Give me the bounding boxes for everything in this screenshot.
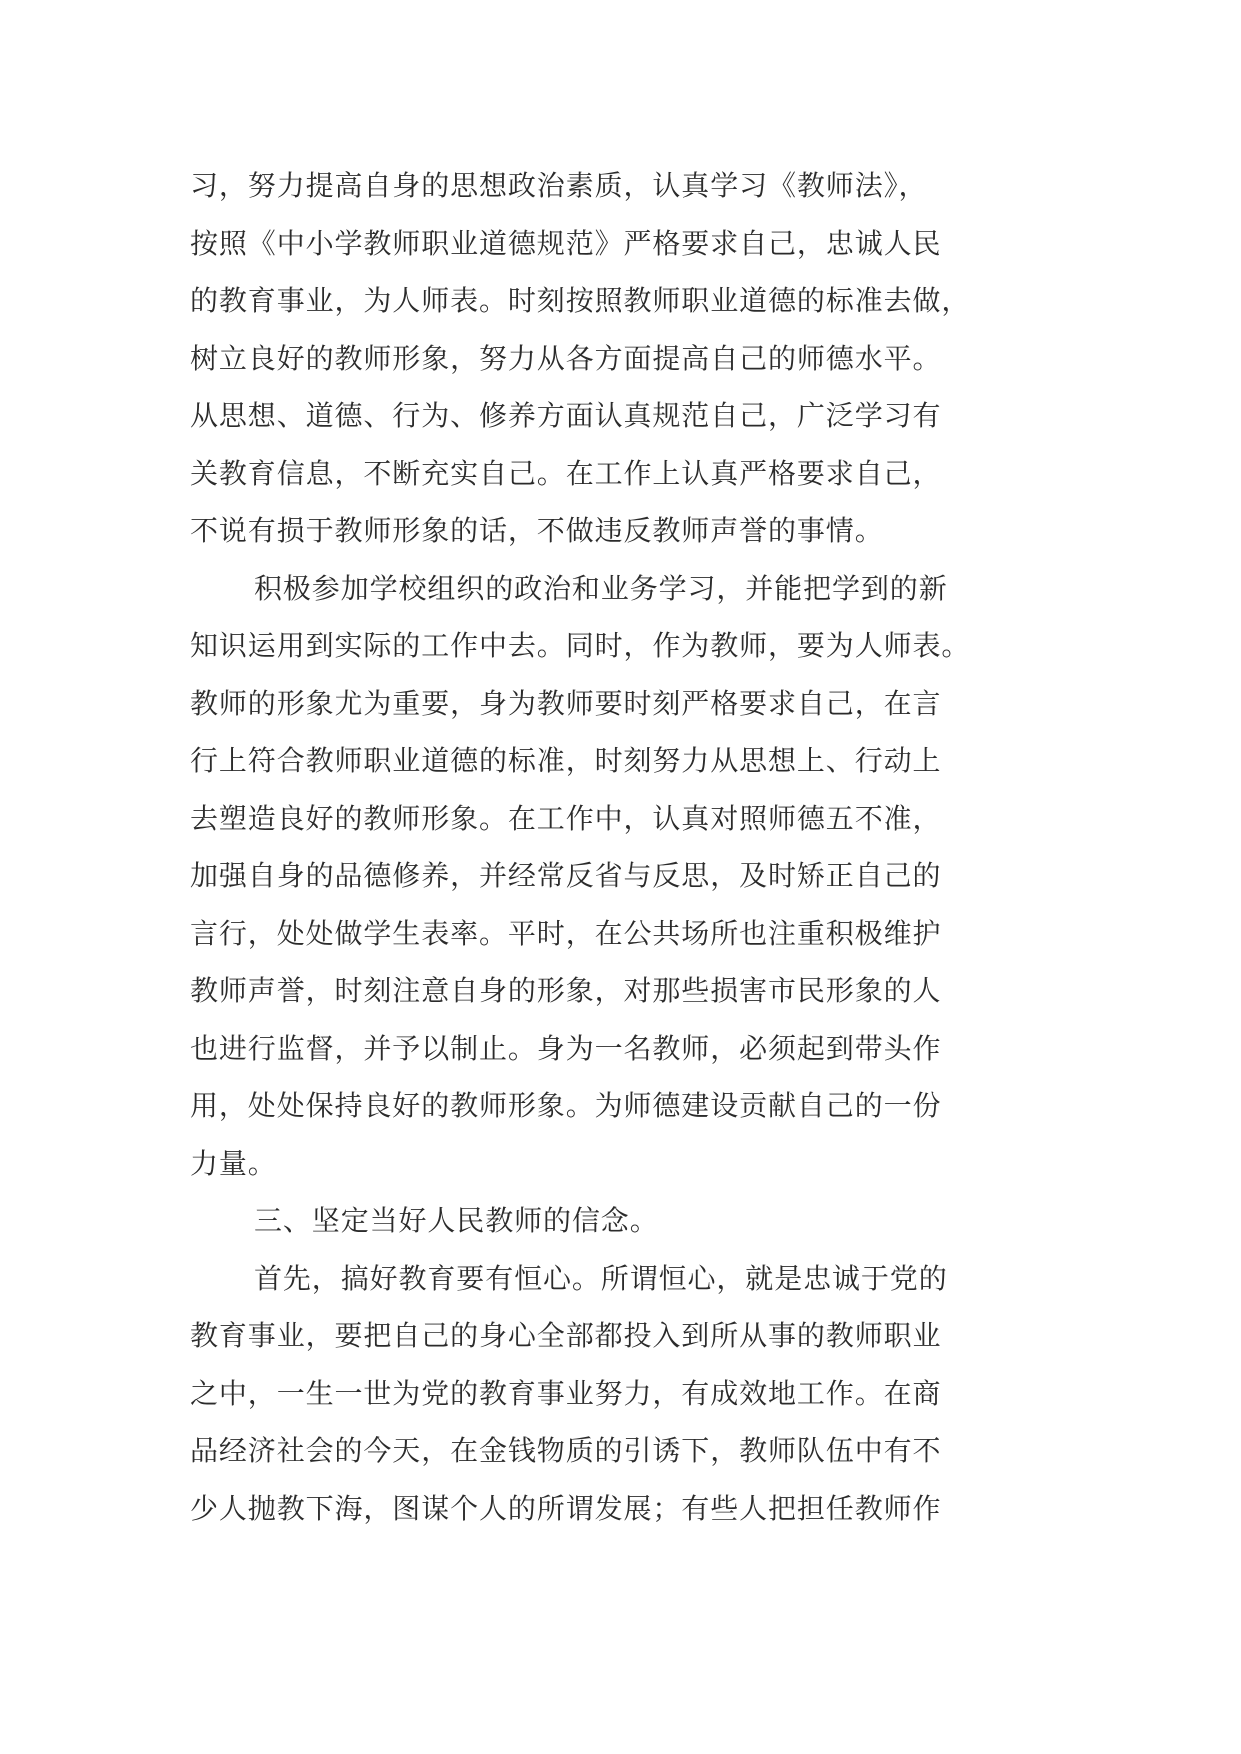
text-line: 习，努力提高自身的思想政治素质，认真学习《教师法》， — [190, 169, 928, 202]
text-line: 关教育信息，不断充实自己。在工作上认真严格要求自己， — [190, 456, 942, 490]
text-line: 三、坚定当好人民教师的信念。 — [254, 1204, 659, 1237]
text-line: 言行，处处做学生表率。平时，在公共场所也注重积极维护 — [190, 916, 942, 950]
text-line: 行上符合教师职业道德的标准，时刻努力从思想上、行动上 — [190, 744, 942, 777]
text-line: 力量。 — [190, 1146, 277, 1180]
body-text — [190, 157, 1060, 1537]
text-line: 教育事业，要把自己的身心全部都投入到所从事的教师职业 — [190, 1319, 942, 1352]
text-line: 教师的形象尤为重要，身为教师要时刻严格要求自己，在言 — [190, 686, 942, 720]
text-line: 从思想、道德、行为、修养方面认真规范自己，广泛学习有 — [190, 399, 942, 432]
text-line: 知识运用到实际的工作中去。同时，作为教师，要为人师表。 — [190, 629, 971, 662]
text-line: 去塑造良好的教师形象。在工作中，认真对照师德五不准， — [190, 801, 942, 835]
text-line: 加强自身的品德修养，并经常反省与反思，及时矫正自己的 — [190, 859, 942, 892]
text-line: 之中，一生一世为党的教育事业努力，有成效地工作。在商 — [190, 1376, 942, 1410]
text-line: 按照《中小学教师职业道德规范》严格要求自己，忠诚人民 — [190, 226, 942, 260]
text-line: 的教育事业，为人师表。时刻按照教师职业道德的标准去做， — [190, 284, 971, 317]
text-line: 不说有损于教师形象的话，不做违反教师声誉的事情。 — [190, 514, 884, 547]
text-line: 少人抛教下海，图谋个人的所谓发展；有些人把担任教师作 — [190, 1491, 942, 1525]
text-line: 品经济社会的今天，在金钱物质的引诱下，教师队伍中有不 — [190, 1434, 942, 1467]
text-line: 首先，搞好教育要有恒心。所谓恒心，就是忠诚于党的 — [254, 1261, 948, 1295]
text-line: 树立良好的教师形象，努力从各方面提高自己的师德水平。 — [190, 341, 942, 375]
text-line: 也进行监督，并予以制止。身为一名教师，必须起到带头作 — [190, 1031, 942, 1065]
text-line: 积极参加学校组织的政治和业务学习，并能把学到的新 — [254, 571, 948, 605]
text-line: 用，处处保持良好的教师形象。为师德建设贡献自己的一份 — [190, 1089, 942, 1122]
text-line: 教师声誉，时刻注意自身的形象，对那些损害市民形象的人 — [190, 974, 942, 1007]
